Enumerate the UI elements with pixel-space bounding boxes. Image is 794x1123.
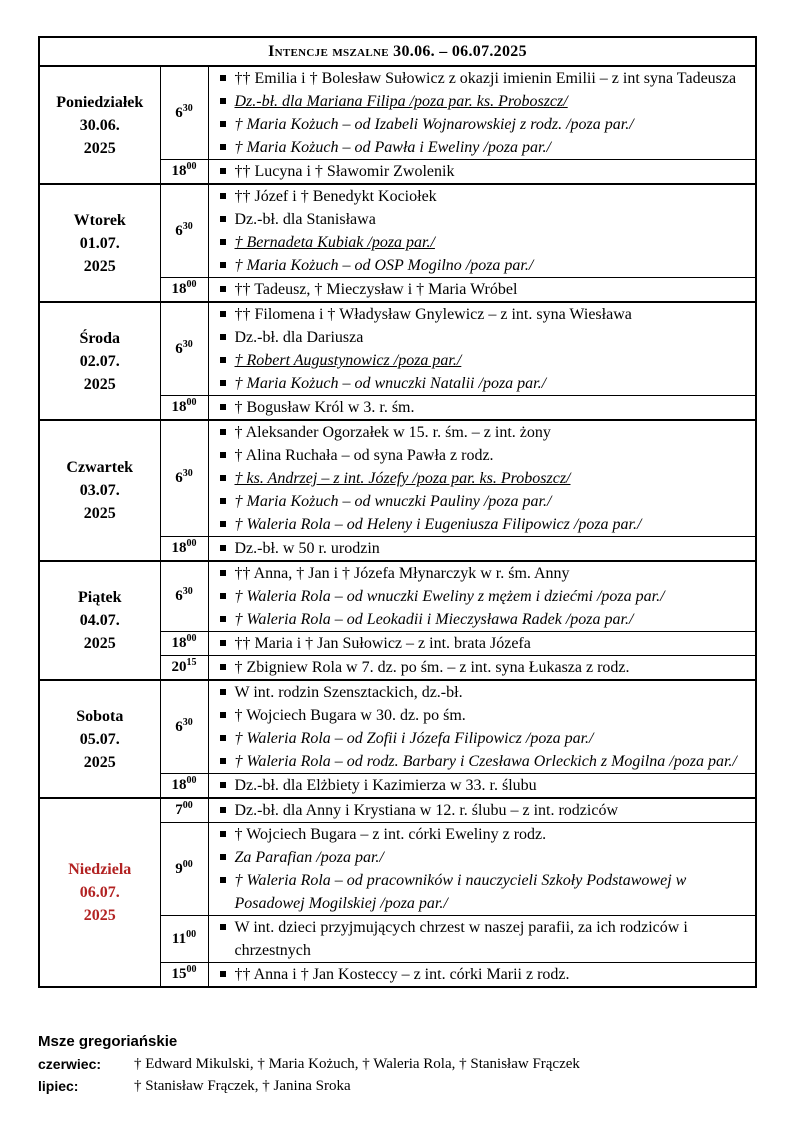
intention-item	[209, 303, 756, 326]
intention-text: Dz.-bł. w 50 r. urodzin	[234, 540, 380, 557]
mass-time-minute: 00	[186, 964, 197, 975]
intention-text: † Waleria Rola – od pracowników i nauczycieli Szkoły Podstawowej w Posadowej Mogilskiej /poza par./	[234, 872, 687, 912]
mass-time-minute: 15	[186, 657, 197, 668]
intention-item	[209, 113, 756, 136]
mass-time-minute: 00	[182, 800, 193, 811]
intention-item	[209, 490, 756, 513]
intention-item	[209, 727, 756, 750]
intention-list	[209, 303, 756, 395]
day-cell	[39, 680, 160, 798]
mass-time-minute: 00	[182, 858, 193, 870]
mass-time	[160, 798, 208, 823]
intention-item	[209, 231, 756, 254]
day-name: Niedziela	[68, 861, 132, 878]
day-cell	[39, 798, 160, 987]
intention-text: † Robert Augustynowicz /poza par./	[234, 352, 462, 369]
mass-time-hour: 20	[171, 659, 187, 675]
day-year: 2025	[83, 505, 116, 522]
intention-list-cell	[208, 656, 756, 681]
intention-item	[209, 750, 756, 773]
mass-time-hour: 18	[171, 399, 187, 415]
day-year: 2025	[83, 635, 116, 652]
intention-list-cell	[208, 680, 756, 774]
intention-list-cell	[208, 798, 756, 823]
intention-text: W int. rodzin Szensztackich, dz.-bł.	[234, 684, 463, 701]
day-year: 2025	[83, 257, 116, 275]
gregorian-row	[38, 1075, 757, 1097]
intention-item	[209, 704, 756, 727]
day-name: Wtorek	[73, 211, 126, 229]
intention-list	[209, 537, 756, 560]
mass-time	[160, 160, 208, 185]
mass-row	[39, 680, 756, 774]
intention-item	[209, 823, 756, 846]
gregorian-heading: Msze gregoriańskie	[38, 1033, 178, 1050]
day-date: 05.07.	[79, 730, 120, 748]
mass-time-minute: 30	[182, 586, 193, 597]
mass-time-hour: 6	[175, 222, 183, 239]
mass-time	[160, 396, 208, 421]
intention-text: † Waleria Rola – od Heleny i Eugeniusza Filipowicz /poza par./	[234, 516, 642, 533]
mass-time-hour: 15	[171, 966, 187, 982]
mass-time-minute: 00	[186, 397, 197, 408]
mass-row	[39, 420, 756, 537]
day-date: 01.07.	[79, 234, 120, 252]
intention-item	[209, 160, 756, 183]
intention-list-cell	[208, 420, 756, 537]
mass-time-minute: 00	[186, 538, 197, 549]
intention-text: † Wojciech Bugara – z int. córki Eweliny z rodz.	[234, 826, 547, 843]
intention-text: †† Józef i † Benedykt Kociołek	[234, 188, 437, 205]
mass-time-hour: 18	[171, 163, 187, 179]
intention-list	[209, 916, 756, 962]
intention-text: W int. dzieci przyjmujących chrzest w naszej parafii, za ich rodziców i chrzestnych	[234, 919, 688, 959]
intention-list	[209, 185, 756, 277]
intention-text: †† Anna i † Jan Kosteccy – z int. córki Marii z rodz.	[234, 966, 570, 983]
intention-text: † ks. Andrzej – z int. Józefy /poza par. ks. Proboszcz/	[234, 470, 571, 487]
intentions-sheet	[38, 36, 757, 988]
mass-time	[160, 656, 208, 681]
intention-text: †† Lucyna i † Sławomir Zwolenik	[234, 163, 455, 180]
intention-item	[209, 396, 756, 419]
intention-list	[209, 396, 756, 419]
mass-time	[160, 632, 208, 656]
mass-time-minute: 30	[182, 468, 193, 479]
intention-list-cell	[208, 278, 756, 303]
mass-time-hour: 9	[175, 860, 183, 877]
intention-item	[209, 90, 756, 113]
intention-list-cell	[208, 396, 756, 421]
mass-time-minute: 00	[186, 775, 197, 786]
day-date: 06.07.	[79, 884, 120, 901]
day-cell	[39, 420, 160, 561]
intention-list	[209, 681, 756, 773]
mass-row	[39, 66, 756, 160]
intention-text: † Bogusław Król w 3. r. śm.	[234, 399, 415, 416]
day-date: 02.07.	[79, 352, 120, 370]
intention-list	[209, 562, 756, 631]
intention-item	[209, 608, 756, 631]
mass-time	[160, 916, 208, 963]
intention-text: Dz.-bł. dla Stanisława	[234, 211, 376, 228]
mass-time	[160, 680, 208, 774]
intention-item	[209, 67, 756, 90]
mass-time-minute: 30	[182, 338, 193, 350]
intention-item	[209, 467, 756, 490]
day-year: 2025	[83, 753, 116, 771]
mass-time-hour: 18	[171, 777, 187, 793]
intention-text: † Alina Ruchała – od syna Pawła z rodz.	[234, 447, 494, 464]
intention-list-cell	[208, 302, 756, 396]
intention-list-cell	[208, 774, 756, 799]
intention-text: † Wojciech Bugara w 30. dz. po śm.	[234, 707, 466, 724]
intention-item	[209, 869, 756, 915]
gregorian-names: † Stanisław Frączek, † Janina Sroka	[134, 1078, 351, 1094]
mass-time-hour: 11	[171, 930, 187, 947]
intention-list	[209, 160, 756, 183]
mass-time-hour: 7	[175, 802, 183, 818]
intention-item	[209, 681, 756, 704]
intention-text: Dz.-bł. dla Mariana Filipa /poza par. ks. Proboszcz/	[234, 93, 568, 110]
mass-time-minute: 00	[186, 279, 197, 290]
mass-time-minute: 00	[186, 928, 197, 940]
mass-time-hour: 6	[175, 588, 183, 604]
mass-time	[160, 537, 208, 562]
intention-item	[209, 349, 756, 372]
mass-time	[160, 561, 208, 632]
intention-text: † Bernadeta Kubiak /poza par./	[234, 234, 435, 251]
intention-list	[209, 67, 756, 159]
mass-time-hour: 18	[171, 540, 187, 556]
day-date: 30.06.	[79, 116, 120, 134]
intention-text: †† Anna, † Jan i † Józefa Młynarczyk w r. śm. Anny	[234, 565, 570, 582]
intention-list	[209, 774, 756, 797]
intention-item	[209, 185, 756, 208]
gregorian-row	[38, 1053, 757, 1075]
intention-item	[209, 372, 756, 395]
intention-item	[209, 632, 756, 655]
intentions-table	[38, 36, 757, 988]
day-cell	[39, 66, 160, 184]
mass-time	[160, 278, 208, 303]
intention-text: †† Filomena i † Władysław Gnylewicz – z int. syna Wiesława	[234, 306, 632, 323]
intention-list-cell	[208, 963, 756, 988]
intention-list	[209, 656, 756, 679]
day-date: 04.07.	[79, 612, 120, 629]
intention-list	[209, 421, 756, 536]
intention-item	[209, 963, 756, 986]
mass-time-hour: 18	[171, 281, 187, 297]
gregorian-masses	[38, 1031, 757, 1097]
intention-item	[209, 513, 756, 536]
intention-text: †† Tadeusz, † Mieczysław i † Maria Wróbel	[234, 281, 518, 298]
intention-text: † Maria Kożuch – od Pawła i Eweliny /poza par./	[234, 139, 551, 156]
page-title: Intencje mszalne 30.06. – 06.07.2025	[39, 37, 756, 66]
mass-time-hour: 18	[171, 635, 187, 651]
intention-text: Dz.-bł. dla Anny i Krystiana w 12. r. ślubu – z int. rodziców	[234, 802, 618, 819]
day-cell	[39, 302, 160, 420]
gregorian-month-label: lipiec:	[38, 1078, 79, 1094]
intention-text: † Waleria Rola – od rodz. Barbary i Czesława Orleckich z Mogilna /poza par./	[234, 753, 737, 770]
mass-time-hour: 6	[175, 470, 183, 486]
day-year: 2025	[83, 375, 116, 393]
day-year: 2025	[83, 139, 116, 157]
intention-item	[209, 656, 756, 679]
mass-row	[39, 798, 756, 823]
intention-list-cell	[208, 66, 756, 160]
intention-item	[209, 254, 756, 277]
intention-text: † Zbigniew Rola w 7. dz. po śm. – z int. syna Łukasza z rodz.	[234, 659, 630, 676]
intention-item	[209, 537, 756, 560]
gregorian-month-label: czerwiec:	[38, 1056, 102, 1072]
day-name: Sobota	[76, 707, 124, 725]
intention-list	[209, 799, 756, 822]
intention-text: † Aleksander Ogorzałek w 15. r. śm. – z int. żony	[234, 424, 551, 441]
intention-item	[209, 136, 756, 159]
intention-list-cell	[208, 160, 756, 185]
intention-text: † Waleria Rola – od Zofii i Józefa Filipowicz /poza par./	[234, 730, 594, 747]
intention-text: Za Parafian /poza par./	[234, 849, 384, 866]
day-name: Piątek	[77, 589, 122, 606]
mass-time	[160, 774, 208, 799]
mass-row	[39, 302, 756, 396]
intention-text: † Waleria Rola – od wnuczki Eweliny z mężem i dziećmi /poza par./	[234, 588, 665, 605]
intention-text: Dz.-bł. dla Elżbiety i Kazimierza w 33. r. ślubu	[234, 777, 537, 794]
day-year: 2025	[83, 907, 116, 924]
intention-text: †† Maria i † Jan Sułowicz – z int. brata Józefa	[234, 635, 531, 652]
day-date: 03.07.	[79, 482, 120, 499]
intention-item	[209, 799, 756, 822]
day-cell	[39, 561, 160, 680]
intention-list-cell	[208, 823, 756, 916]
mass-row	[39, 184, 756, 278]
mass-time	[160, 963, 208, 988]
day-name: Środa	[79, 329, 121, 347]
intention-list-cell	[208, 916, 756, 963]
day-cell	[39, 184, 160, 302]
intention-item	[209, 444, 756, 467]
mass-time-minute: 30	[182, 716, 193, 728]
mass-time	[160, 823, 208, 916]
intention-list-cell	[208, 184, 756, 278]
intention-text: Dz.-bł. dla Dariusza	[234, 329, 364, 346]
mass-time	[160, 302, 208, 396]
intention-item	[209, 562, 756, 585]
mass-time	[160, 420, 208, 537]
intention-text: † Maria Kożuch – od Izabeli Wojnarowskiej z rodz. /poza par./	[234, 116, 634, 133]
intention-list-cell	[208, 561, 756, 632]
mass-time-hour: 6	[175, 340, 183, 357]
mass-time	[160, 66, 208, 160]
intention-list	[209, 823, 756, 915]
mass-row	[39, 561, 756, 632]
intention-list	[209, 632, 756, 655]
intention-text: †† Emilia i † Bolesław Sułowicz z okazji imienin Emilii – z int syna Tadeusza	[234, 70, 737, 87]
intention-text: † Maria Kożuch – od OSP Mogilno /poza par./	[234, 257, 534, 274]
intention-item	[209, 916, 756, 962]
mass-time-minute: 00	[186, 161, 197, 172]
day-name: Poniedziałek	[56, 93, 144, 111]
intention-list-cell	[208, 632, 756, 656]
intention-list	[209, 963, 756, 986]
intention-item	[209, 278, 756, 301]
mass-time-minute: 00	[186, 633, 197, 644]
gregorian-names: † Edward Mikulski, † Maria Kożuch, † Waleria Rola, † Stanisław Frączek	[134, 1056, 580, 1072]
intention-list-cell	[208, 537, 756, 562]
intention-text: † Maria Kożuch – od wnuczki Natalii /poza par./	[234, 375, 547, 392]
mass-time-hour: 6	[175, 104, 183, 121]
intention-item	[209, 326, 756, 349]
intention-item	[209, 846, 756, 869]
day-name: Czwartek	[66, 459, 134, 476]
intention-text: † Waleria Rola – od Leokadii i Mieczysława Radek /poza par./	[234, 611, 634, 628]
mass-time-hour: 6	[175, 718, 183, 735]
intention-list	[209, 278, 756, 301]
mass-time-minute: 30	[182, 102, 193, 114]
intention-item	[209, 585, 756, 608]
intention-item	[209, 421, 756, 444]
intention-text: † Maria Kożuch – od wnuczki Pauliny /poza par./	[234, 493, 552, 510]
mass-time-minute: 30	[182, 220, 193, 232]
intention-item	[209, 208, 756, 231]
intention-item	[209, 774, 756, 797]
mass-time	[160, 184, 208, 278]
